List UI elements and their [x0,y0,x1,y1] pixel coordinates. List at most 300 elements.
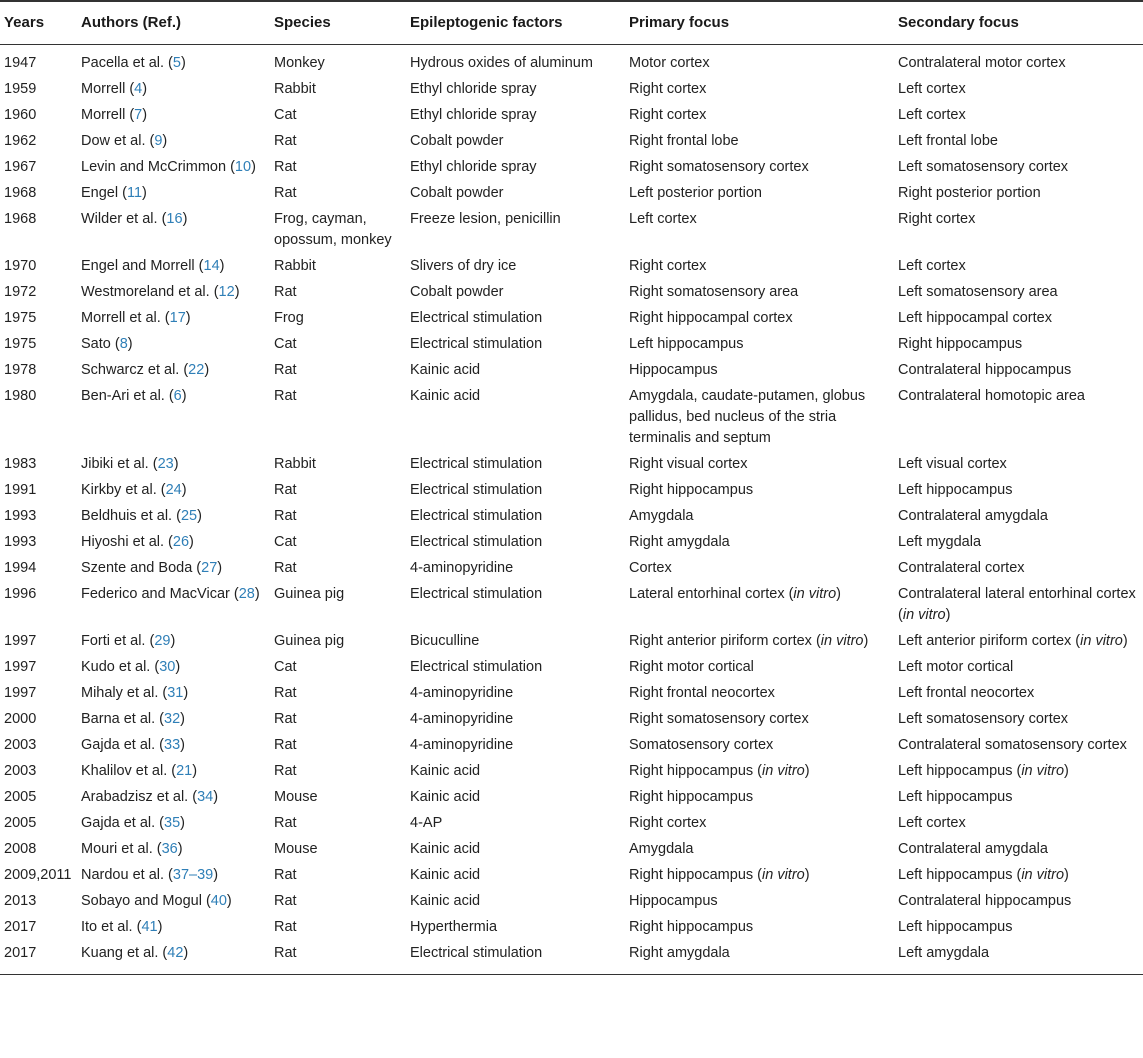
reference-link[interactable]: 5 [172,55,181,71]
cell-epileptogenic-factor: Ethyl chloride spray [410,81,537,97]
cell-species: Guinea pig [274,586,345,602]
cell-primary-focus [625,181,894,207]
cell-author [77,207,270,254]
author-text: Morrell ( [81,81,135,97]
author-text: Jibiki et al. ( [81,456,158,472]
cell-author [77,77,270,103]
cell-author [77,863,270,889]
author-close: ) [197,508,202,524]
author-text: Nardou et al. ( [81,867,173,883]
secondary-focus-text: Contralateral cortex [898,560,1025,576]
table-row [0,707,1143,733]
cell-secondary-focus [894,863,1143,889]
cell-species: Guinea pig [274,633,345,649]
secondary-focus-text: Left motor cortical [898,659,1014,675]
cell-primary-focus [625,863,894,889]
cell-primary-focus [625,556,894,582]
cell-primary-focus [625,358,894,384]
author-close: ) [254,586,260,602]
header-epileptogenic-factors: Epileptogenic factors [410,14,563,31]
author-text: Ito et al. ( [81,919,142,935]
table-row [0,254,1143,280]
reference-link[interactable]: 30 [159,659,176,675]
table-row [0,556,1143,582]
author-close: ) [162,133,168,149]
author-text: Levin and McCrimmon ( [81,159,235,175]
reference-link[interactable]: 21 [176,763,193,779]
primary-focus-text: Right amygdala [629,534,730,550]
author-text: Barna et al. ( [81,711,165,727]
secondary-focus-text: Contralateral lateral entorhinal cortex ( [898,586,1136,623]
cell-epileptogenic-factor: Bicuculline [410,633,480,649]
cell-secondary-focus [894,837,1143,863]
cell-secondary-focus [894,530,1143,556]
cell-year: 2017 [4,945,37,961]
author-text: Forti et al. ( [81,633,155,649]
cell-species: Rat [274,159,297,175]
cell-year: 1991 [4,482,37,498]
reference-link[interactable]: 9 [154,133,163,149]
primary-focus-text: Left hippocampus [629,336,744,352]
cell-epileptogenic-factor: Electrical stimulation [410,482,543,498]
secondary-focus-text: Contralateral motor cortex [898,55,1066,71]
header-authors: Authors (Ref.) [81,14,181,31]
reference-link[interactable]: 29 [154,633,171,649]
cell-author [77,478,270,504]
cell-author [77,811,270,837]
cell-epileptogenic-factor: 4-aminopyridine [410,737,514,753]
cell-secondary-focus [894,889,1143,915]
author-text: Sato ( [81,336,120,352]
author-text: Gajda et al. ( [81,815,165,831]
table-row [0,280,1143,306]
cell-secondary-focus [894,103,1143,129]
cell-year: 1967 [4,159,37,175]
cell-year: 2005 [4,815,37,831]
table-row [0,77,1143,103]
secondary-focus-italic: in vitro [902,607,946,623]
cell-secondary-focus [894,681,1143,707]
cell-author [77,733,270,759]
cell-epileptogenic-factor: Kainic acid [410,362,481,378]
cell-secondary-focus [894,181,1143,207]
secondary-focus-text: Contralateral somatosensory cortex [898,737,1127,753]
primary-focus-close: ) [863,633,869,649]
author-close: ) [226,893,232,909]
table-row [0,306,1143,332]
author-close: ) [189,534,194,550]
cell-secondary-focus [894,478,1143,504]
cell-primary-focus [625,733,894,759]
cell-primary-focus [625,254,894,280]
author-text: Sobayo and Mogul ( [81,893,211,909]
secondary-focus-text: Contralateral hippocampus [898,893,1072,909]
secondary-focus-text: Left hippocampus [898,482,1013,498]
cell-author [77,103,270,129]
cell-year: 2003 [4,763,37,779]
table-row [0,889,1143,915]
secondary-focus-text: Contralateral amygdala [898,841,1048,857]
cell-species: Cat [274,534,297,550]
cell-species: Rat [274,711,297,727]
cell-secondary-focus [894,655,1143,681]
author-text: Pacella et al. ( [81,55,173,71]
primary-focus-text: Right hippocampal cortex [629,310,793,326]
cell-epileptogenic-factor: Electrical stimulation [410,456,543,472]
primary-focus-text: Right cortex [629,258,707,274]
reference-link[interactable]: 28 [238,586,255,602]
cell-epileptogenic-factor: Electrical stimulation [410,508,543,524]
cell-species: Rat [274,737,297,753]
reference-link[interactable]: 23 [157,456,174,472]
primary-focus-text: Right amygdala [629,945,730,961]
cell-primary-focus [625,811,894,837]
cell-epileptogenic-factor: Kainic acid [410,841,481,857]
primary-focus-italic: in vitro [762,763,805,779]
author-close: ) [180,815,185,831]
primary-focus-text: Cortex [629,560,672,576]
author-close: ) [170,633,176,649]
reference-link[interactable]: 42 [167,945,184,961]
author-close: ) [173,456,179,472]
cell-year: 1970 [4,258,37,274]
cell-year: 1997 [4,633,37,649]
table-row [0,332,1143,358]
reference-link[interactable]: 22 [188,362,205,378]
cell-epileptogenic-factor: Freeze lesion, penicillin [410,211,561,227]
cell-epileptogenic-factor: Electrical stimulation [410,586,543,602]
reference-link[interactable]: 41 [141,919,158,935]
cell-year: 1993 [4,534,37,550]
author-close: ) [219,258,225,274]
header-primary-focus: Primary focus [629,14,730,31]
cell-secondary-focus [894,629,1143,655]
author-text: Morrell et al. ( [81,310,170,326]
reference-link[interactable]: 34 [197,789,214,805]
cell-secondary-focus [894,733,1143,759]
cell-year: 1975 [4,310,37,326]
author-close: ) [234,284,240,300]
cell-primary-focus [625,306,894,332]
table-row [0,103,1143,129]
cell-primary-focus [625,384,894,452]
reference-link[interactable]: 27 [201,560,218,576]
cell-year: 2017 [4,919,37,935]
primary-focus-text: Right somatosensory cortex [629,159,809,175]
cell-species: Rat [274,388,297,404]
reference-link[interactable]: 7 [134,107,143,123]
secondary-focus-text: Contralateral hippocampus [898,362,1072,378]
primary-focus-text: Right cortex [629,81,707,97]
cell-primary-focus [625,155,894,181]
secondary-focus-italic: in vitro [1021,763,1065,779]
cell-species: Rat [274,284,297,300]
table-row [0,837,1143,863]
table-row [0,504,1143,530]
cell-epileptogenic-factor: Kainic acid [410,893,481,909]
reference-link[interactable]: 36 [161,841,178,857]
author-close: ) [180,737,185,753]
table-row [0,681,1143,707]
reference-link[interactable]: 37–39 [172,867,214,883]
author-text: Szente and Boda ( [81,560,202,576]
cell-year: 2000 [4,711,37,727]
author-text: Kudo et al. ( [81,659,160,675]
author-close: ) [142,107,148,123]
reference-link[interactable]: 26 [172,534,190,550]
primary-focus-text: Right frontal neocortex [629,685,775,701]
primary-focus-text: Right somatosensory cortex [629,711,809,727]
reference-link[interactable]: 24 [165,482,182,498]
cell-author [77,129,270,155]
author-close: ) [180,55,186,71]
cell-secondary-focus [894,915,1143,941]
reference-link[interactable]: 16 [166,211,183,227]
secondary-focus-text: Left cortex [898,107,966,123]
reference-link[interactable]: 25 [180,508,198,524]
reference-link[interactable]: 10 [234,159,252,175]
reference-link[interactable]: 33 [164,737,181,753]
author-text: Ben-Ari et al. ( [81,388,174,404]
cell-year: 1947 [4,55,37,71]
primary-focus-text: Left cortex [629,211,697,227]
cell-secondary-focus [894,332,1143,358]
cell-year: 2005 [4,789,37,805]
cell-primary-focus [625,207,894,254]
secondary-focus-text: Right posterior portion [898,185,1041,201]
secondary-focus-text: Left frontal neocortex [898,685,1035,701]
cell-secondary-focus [894,452,1143,478]
reference-link[interactable]: 17 [169,310,186,326]
cell-species: Rat [274,560,297,576]
cell-secondary-focus [894,941,1143,975]
cell-year: 1975 [4,336,37,352]
author-text: Arabadzisz et al. ( [81,789,198,805]
reference-link[interactable]: 12 [218,284,235,300]
secondary-focus-italic: in vitro [1080,633,1123,649]
primary-focus-text: Amygdala, caudate-putamen, globus pallidus, bed nucleus of the stria terminalis and septum [629,388,866,446]
cell-epileptogenic-factor: Kainic acid [410,789,481,805]
secondary-focus-close: ) [1122,633,1128,649]
primary-focus-text: Right anterior piriform cortex ( [629,633,821,649]
table-body [0,45,1143,975]
primary-focus-text: Right frontal lobe [629,133,739,149]
secondary-focus-text: Left mygdala [898,534,982,550]
author-text: Morrell ( [81,107,135,123]
reference-link[interactable]: 31 [167,685,184,701]
primary-focus-text: Somatosensory cortex [629,737,774,753]
header-species: Species [274,14,331,31]
cell-secondary-focus [894,129,1143,155]
secondary-focus-text: Left cortex [898,815,966,831]
table-row [0,629,1143,655]
secondary-focus-close: ) [1064,763,1069,779]
author-close: ) [142,81,148,97]
table-row [0,207,1143,254]
primary-focus-text: Right hippocampus [629,919,754,935]
author-text: Federico and MacVicar ( [81,586,239,602]
reference-link[interactable]: 11 [126,185,143,201]
cell-epileptogenic-factor: Electrical stimulation [410,659,543,675]
cell-primary-focus [625,915,894,941]
table-row [0,530,1143,556]
table-row [0,358,1143,384]
cell-species: Rat [274,945,297,961]
author-text: Khalilov et al. ( [81,763,177,779]
cell-author [77,582,270,629]
cell-epileptogenic-factor: Ethyl chloride spray [410,107,537,123]
cell-year: 2009,2011 [4,867,72,883]
cell-species: Rat [274,133,297,149]
cell-primary-focus [625,681,894,707]
cell-year: 2013 [4,893,37,909]
cell-primary-focus [625,707,894,733]
cell-species: Rat [274,508,297,524]
primary-focus-text: Right hippocampus ( [629,763,762,779]
cell-author [77,280,270,306]
table-row [0,759,1143,785]
cell-primary-focus [625,889,894,915]
cell-year: 1994 [4,560,37,576]
cell-author [77,655,270,681]
cell-secondary-focus [894,556,1143,582]
secondary-focus-text: Left visual cortex [898,456,1007,472]
table-row [0,915,1143,941]
cell-year: 1960 [4,107,37,123]
primary-focus-text: Hippocampus [629,893,718,909]
primary-focus-close: ) [804,763,810,779]
cell-primary-focus [625,77,894,103]
table-row [0,452,1143,478]
cell-author [77,530,270,556]
primary-focus-italic: in vitro [820,633,864,649]
cell-species: Rat [274,893,297,909]
cell-primary-focus [625,332,894,358]
cell-primary-focus [625,530,894,556]
cell-year: 1980 [4,388,37,404]
author-text: Kuang et al. ( [81,945,168,961]
cell-author [77,629,270,655]
cell-primary-focus [625,655,894,681]
primary-focus-text: Right hippocampus ( [629,867,762,883]
cell-epileptogenic-factor: Hydrous oxides of aluminum [410,55,593,71]
cell-author [77,254,270,280]
author-text: Wilder et al. ( [81,211,167,227]
reference-link[interactable]: 14 [203,258,220,274]
cell-primary-focus [625,280,894,306]
author-close: ) [204,362,210,378]
author-close: ) [180,711,185,727]
secondary-focus-text: Right hippocampus [898,336,1023,352]
primary-focus-text: Right hippocampus [629,482,754,498]
cell-primary-focus [625,478,894,504]
author-text: Kirkby et al. ( [81,482,166,498]
cell-epileptogenic-factor: Slivers of dry ice [410,258,517,274]
reference-link[interactable]: 35 [164,815,181,831]
author-close: ) [213,867,219,883]
cell-species: Rat [274,867,297,883]
reference-link[interactable]: 32 [164,711,181,727]
author-text: Engel and Morrell ( [81,258,204,274]
author-close: ) [183,945,189,961]
cell-species: Rat [274,815,297,831]
author-close: ) [183,685,189,701]
table-row [0,155,1143,181]
cell-primary-focus [625,103,894,129]
cell-author [77,707,270,733]
cell-species: Cat [274,336,297,352]
header-row [0,1,1143,45]
table-row [0,655,1143,681]
table-row [0,582,1143,629]
primary-focus-close: ) [836,586,841,602]
table-row [0,785,1143,811]
author-text: Engel ( [81,185,127,201]
primary-focus-text: Left posterior portion [629,185,762,201]
cell-secondary-focus [894,77,1143,103]
table-row [0,45,1143,77]
secondary-focus-text: Left anterior piriform cortex ( [898,633,1081,649]
author-text: Mihaly et al. ( [81,685,168,701]
secondary-focus-text: Left somatosensory cortex [898,159,1069,175]
reference-link[interactable]: 4 [134,81,143,97]
table-row [0,129,1143,155]
author-close: ) [185,310,191,326]
secondary-focus-italic: in vitro [1021,867,1065,883]
cell-secondary-focus [894,759,1143,785]
cell-year: 1997 [4,659,37,675]
author-close: ) [157,919,163,935]
secondary-focus-text: Contralateral amygdala [898,508,1048,524]
cell-author [77,915,270,941]
cell-species: Frog [274,310,304,326]
reference-link[interactable]: 6 [173,388,182,404]
table-row [0,478,1143,504]
cell-author [77,45,270,77]
cell-year: 1983 [4,456,37,472]
cell-epileptogenic-factor: Electrical stimulation [410,336,543,352]
cell-year: 1993 [4,508,37,524]
cell-epileptogenic-factor: 4-aminopyridine [410,711,514,727]
cell-epileptogenic-factor: Electrical stimulation [410,310,543,326]
author-close: ) [177,841,183,857]
cell-species: Cat [274,107,297,123]
secondary-focus-text: Left hippocampus [898,919,1013,935]
cell-secondary-focus [894,582,1143,629]
cell-species: Rat [274,685,297,701]
secondary-focus-text: Left hippocampus ( [898,867,1022,883]
cell-author [77,785,270,811]
primary-focus-text: Hippocampus [629,362,718,378]
reference-link[interactable]: 8 [119,336,128,352]
cell-primary-focus [625,582,894,629]
cell-author [77,332,270,358]
secondary-focus-text: Right cortex [898,211,976,227]
cell-author [77,681,270,707]
cell-author [77,556,270,582]
cell-epileptogenic-factor: Ethyl chloride spray [410,159,537,175]
cell-year: 1997 [4,685,37,701]
cell-author [77,155,270,181]
cell-epileptogenic-factor: 4-aminopyridine [410,560,514,576]
cell-epileptogenic-factor: Cobalt powder [410,284,504,300]
cell-species: Monkey [274,55,325,71]
primary-focus-italic: in vitro [762,867,805,883]
cell-secondary-focus [894,306,1143,332]
author-close: ) [182,211,188,227]
primary-focus-text: Motor cortex [629,55,710,71]
reference-link[interactable]: 40 [210,893,227,909]
